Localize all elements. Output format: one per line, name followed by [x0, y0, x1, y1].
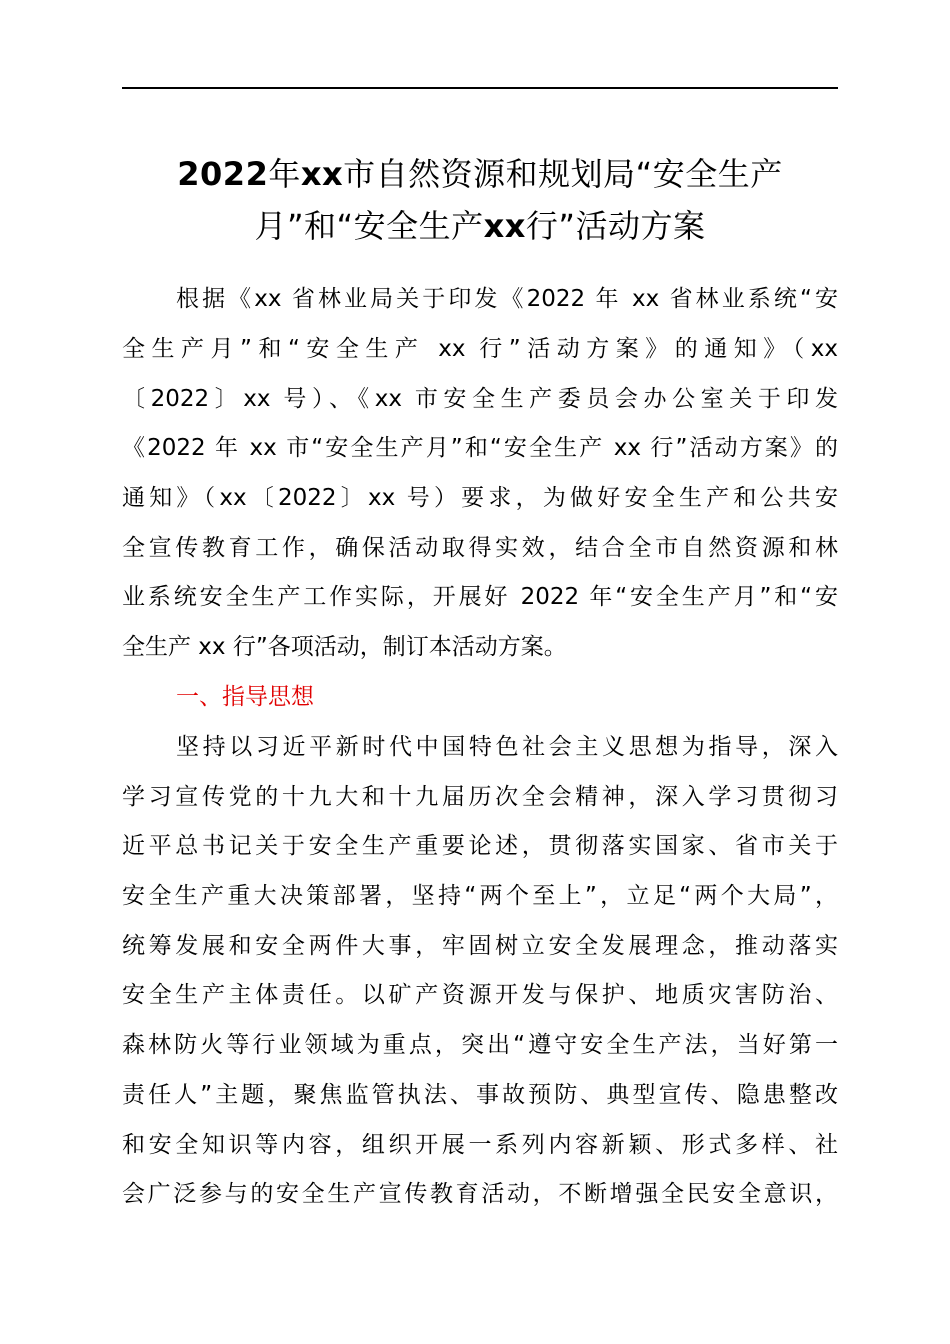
section-paragraph-line: 安全生产重大决策部署，坚持“两个至上”，立足“两个大局”， — [122, 883, 838, 909]
title-placeholder-xx: xx — [483, 207, 526, 245]
section-heading-guiding-ideology: 一、指导思想 — [176, 684, 314, 710]
section-paragraph-line: 会广泛参与的安全生产宣传教育活动，不断增强全民安全意识， — [122, 1181, 838, 1207]
section-paragraph-line: 森林防火等行业领域为重点，突出“遵守安全生产法，当好第一 — [122, 1032, 838, 1058]
intro-paragraph-line: 〔2022〕xx 号）、《xx 市安全生产委员会办公室关于印发 — [122, 386, 838, 412]
section-paragraph-line: 学习宣传党的十九大和十九届历次全会精神，深入学习贯彻习 — [122, 784, 838, 810]
section-paragraph-line: 近平总书记关于安全生产重要论述，贯彻落实国家、省市关于 — [122, 833, 838, 859]
intro-paragraph-line: 业系统安全生产工作实际，开展好 2022 年“安全生产月”和“安 — [122, 584, 838, 610]
title-text: 月”和“安全生产 — [254, 207, 484, 245]
document-title-line-1 — [100, 148, 860, 200]
title-text: 年 — [268, 155, 301, 193]
intro-paragraph-line: 通知》（xx〔2022〕xx 号）要求，为做好安全生产和公共安 — [122, 485, 838, 511]
section-paragraph-line: 安全生产主体责任。以矿产资源开发与保护、地质灾害防治、 — [122, 982, 838, 1008]
title-text: 市自然资源和规划局“安全生产 — [343, 155, 783, 193]
intro-paragraph-line: 全生产月”和“安全生产 xx 行”活动方案》的通知》（xx — [122, 336, 838, 362]
section-paragraph-line: 和安全知识等内容，组织开展一系列内容新颖、形式多样、社 — [122, 1132, 838, 1158]
intro-paragraph-line: 《2022 年 xx 市“安全生产月”和“安全生产 xx 行”活动方案》的 — [122, 435, 838, 461]
header-rule — [122, 87, 838, 89]
title-text: 行”活动方案 — [525, 207, 706, 245]
intro-paragraph-line: 全宣传教育工作，确保活动取得实效，结合全市自然资源和林 — [122, 535, 838, 561]
section-paragraph-line: 责任人”主题，聚焦监管执法、事故预防、典型宣传、隐患整改 — [122, 1082, 838, 1108]
title-placeholder-xx: xx — [300, 155, 344, 193]
section-paragraph-line: 坚持以习近平新时代中国特色社会主义思想为指导，深入 — [176, 734, 838, 760]
section-paragraph-line: 统筹发展和安全两件大事，牢固树立安全发展理念，推动落实 — [122, 933, 838, 959]
intro-paragraph-line: 全生产 xx 行”各项活动，制订本活动方案。 — [122, 634, 567, 660]
title-year: 2022 — [177, 155, 269, 193]
document-title-line-2 — [100, 200, 860, 252]
intro-paragraph-line: 根据《xx 省林业局关于印发《2022 年 xx 省林业系统“安 — [176, 286, 838, 312]
